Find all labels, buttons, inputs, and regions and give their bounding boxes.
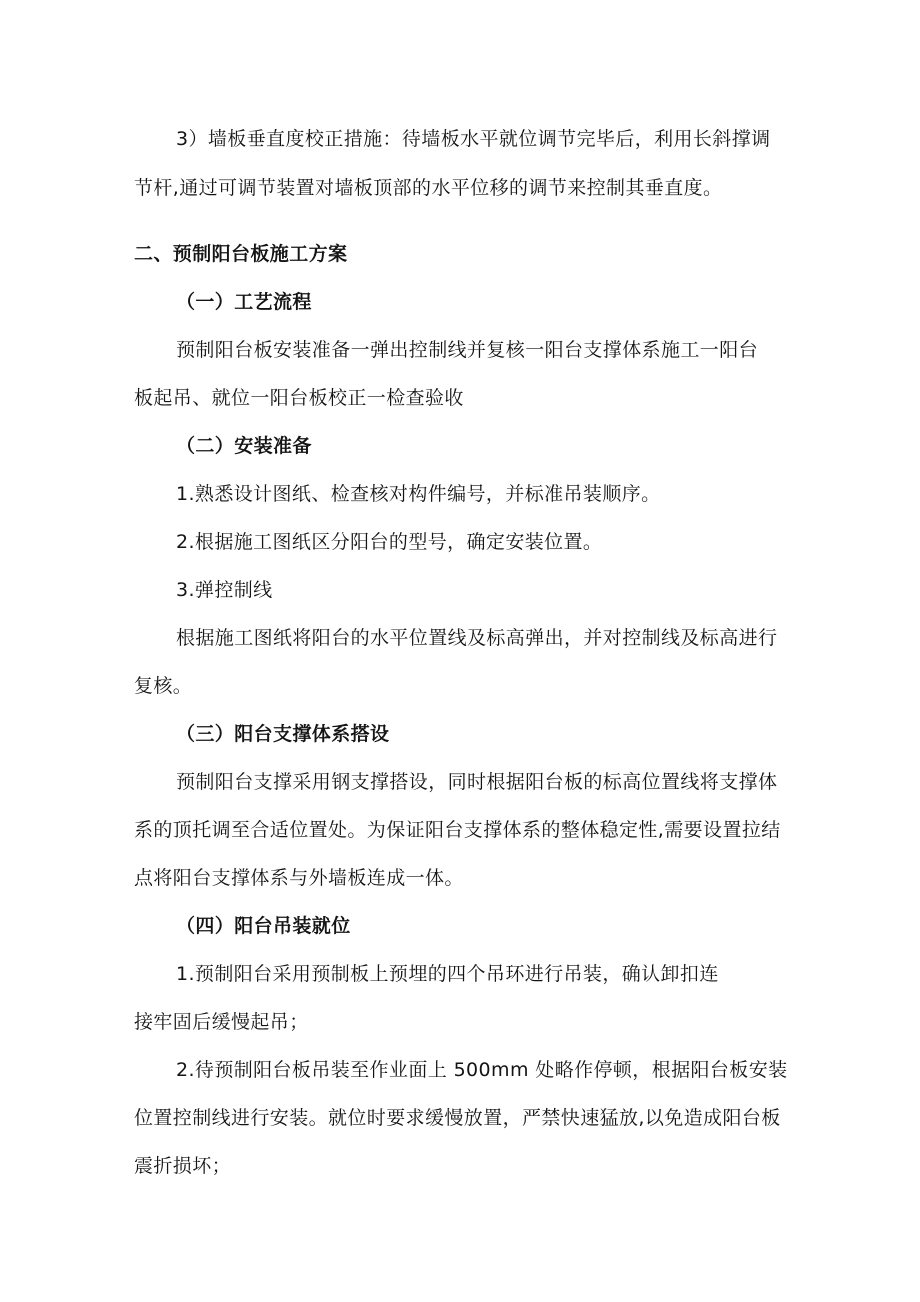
paragraph-line: 位置控制线进行安装。就位时要求缓慢放置，严禁快速猛放,以免造成阳台板 bbox=[134, 1107, 781, 1129]
paragraph-line: 震折损坏； bbox=[134, 1155, 232, 1177]
subsection-heading: （三）阳台支撑体系搭设 bbox=[176, 723, 390, 745]
paragraph-line: 节杆,通过可调节装置对墙板顶部的水平位移的调节来控制其垂直度。 bbox=[134, 177, 723, 199]
list-item: 2.根据施工图纸区分阳台的型号，确定安装位置。 bbox=[176, 531, 603, 553]
paragraph-line: 根据施工图纸将阳台的水平位置线及标高弹出，并对控制线及标高进行 bbox=[176, 627, 778, 649]
paragraph-line: 复核。 bbox=[134, 675, 193, 697]
subsection-heading: （四）阳台吊装就位 bbox=[176, 915, 351, 937]
section-heading: 二、预制阳台板施工方案 bbox=[134, 243, 348, 265]
subsection-heading: （二）安装准备 bbox=[176, 435, 312, 457]
paragraph-line: 3）墙板垂直度校正措施：待墙板水平就位调节完毕后，利用长斜撑调 bbox=[176, 128, 771, 150]
list-item: 2.待预制阳台板吊装至作业面上 500mm 处略作停顿，根据阳台板安装 bbox=[176, 1059, 788, 1081]
list-item: 1.预制阳台采用预制板上预埋的四个吊环进行吊装，确认卸扣连 bbox=[176, 963, 719, 985]
paragraph-line: 接牢固后缓慢起吊； bbox=[134, 1011, 309, 1033]
paragraph-line: 板起吊、就位一阳台板校正一检查验收 bbox=[134, 387, 464, 409]
list-item: 3.弹控制线 bbox=[176, 579, 273, 601]
paragraph-line: 预制阳台板安装准备一弹出控制线并复核一阳台支撑体系施工一阳台 bbox=[176, 339, 759, 361]
list-item: 1.熟悉设计图纸、检查核对构件编号，并标准吊装顺序。 bbox=[176, 483, 661, 505]
paragraph-line: 点将阳台支撑体系与外墙板连成一体。 bbox=[134, 867, 464, 889]
paragraph-line: 预制阳台支撑采用钢支撑搭设，同时根据阳台板的标高位置线将支撑体 bbox=[176, 771, 778, 793]
subsection-heading: （一）工艺流程 bbox=[176, 291, 312, 313]
paragraph-line: 系的顶托调至合适位置处。为保证阳台支撑体系的整体稳定性,需要设置拉结 bbox=[134, 819, 781, 841]
